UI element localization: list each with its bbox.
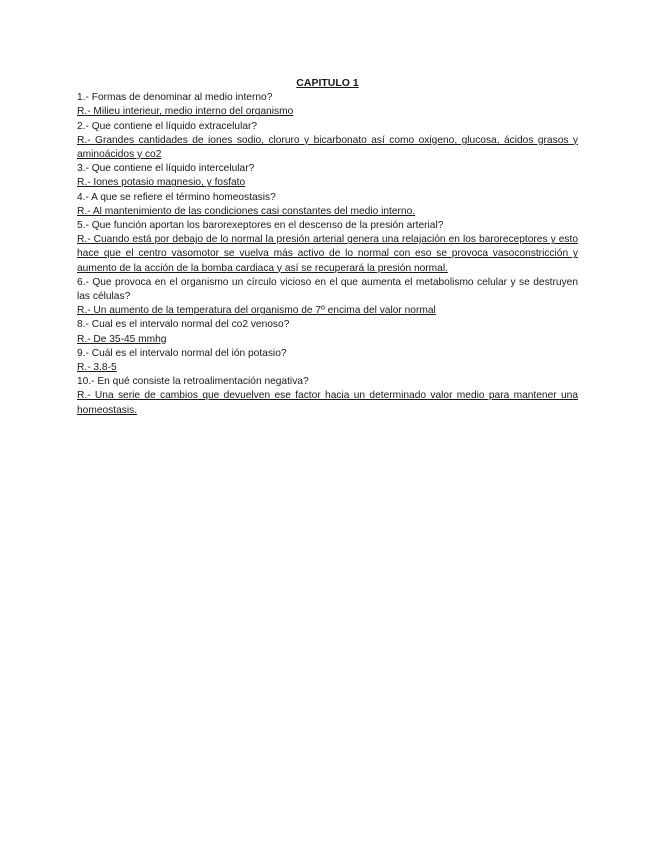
document-content bbox=[77, 76, 578, 418]
answer-6: R.- Un aumento de la temperatura del organismo de 7º encima del valor normal bbox=[77, 305, 436, 317]
question-4: 4.- A que se refiere el término homeostasis? bbox=[77, 191, 276, 203]
answer-9: R.- 3.8-5 bbox=[77, 362, 117, 374]
question-1: 1.- Formas de denominar al medio interno? bbox=[77, 92, 273, 104]
question-10: 10.- En qué consiste la retroalimentación negativa? bbox=[77, 376, 309, 388]
page-title: CAPITULO 1 bbox=[296, 77, 359, 89]
question-8: 8.- Cual es el intervalo normal del co2 venoso? bbox=[77, 319, 290, 331]
question-6: 6.- Que provoca en el organismo un círculo vicioso en el que aumenta el metabolismo celular y se destruyen las células? bbox=[77, 276, 578, 303]
question-5: 5.- Que función aportan los barorexeptores en el descenso de la presión arterial? bbox=[77, 220, 444, 232]
answer-5: R.- Cuando está por debajo de lo normal la presión arterial genera una relajación en los baroreceptores y esto hace que el centro vasomotor se vuelva más activo de lo normal con eso se provoca vasoconstricción y aumento de la acción de la bomba cardiaca y así se recuperará la presión normal. bbox=[77, 234, 578, 274]
answer-1: R.- Milieu interieur, medio interno del organismo bbox=[77, 106, 294, 118]
answer-10: R.- Una serie de cambios que devuelven ese factor hacia un determinado valor medio para mantener una homeostasis. bbox=[77, 390, 578, 416]
answer-4: R.- Al mantenimiento de las condiciones casi constantes del medio interno. bbox=[77, 205, 416, 217]
question-2: 2.- Que contiene el líquido extracelular? bbox=[77, 120, 258, 132]
question-3: 3.- Que contiene el líquido intercelular? bbox=[77, 163, 255, 175]
question-9: 9.- Cuál es el intervalo normal del ión potasio? bbox=[77, 347, 287, 359]
answer-2: R.- Grandes cantidades de iones sodio, cloruro y bicarbonato así como oxigeno, glucosa, ácidos grasos y aminoácidos y co2 bbox=[77, 134, 578, 161]
answer-3: R.- Iones potasio magnesio, y fosfato bbox=[77, 177, 246, 189]
answer-8: R.- De 35-45 mmhg bbox=[77, 333, 167, 345]
